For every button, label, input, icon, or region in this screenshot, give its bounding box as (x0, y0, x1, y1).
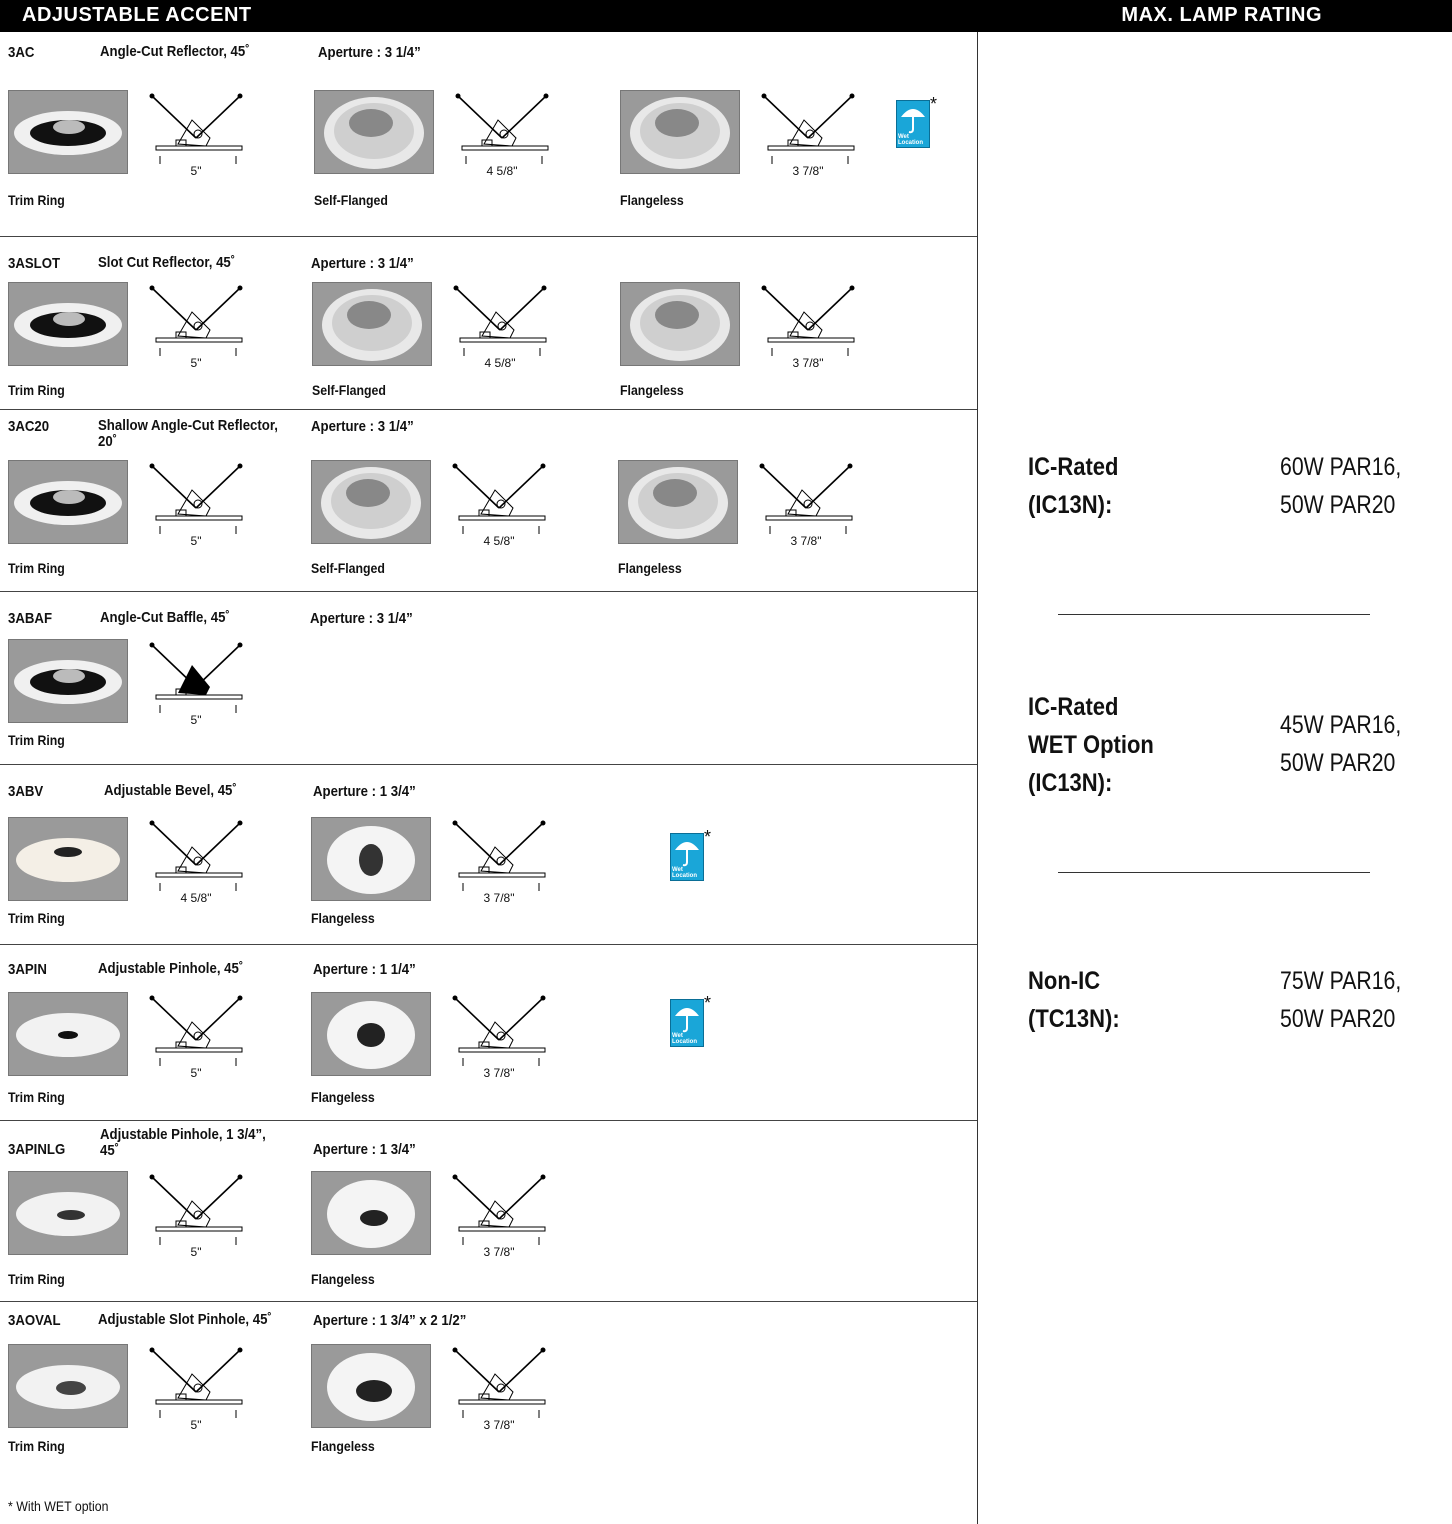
fixture-photo (311, 460, 431, 544)
trim-type-label: Flangeless (620, 192, 684, 208)
trim-type-label: Self-Flanged (312, 382, 386, 398)
fixture-photo (311, 1344, 431, 1428)
fixture-diagram (136, 639, 256, 729)
aperture-size: Aperture : 3 1/4” (318, 44, 421, 61)
product-description: Angle-Cut Reflector, 45˚ (100, 43, 250, 60)
footnote: * With WET option (8, 1498, 109, 1514)
column-divider (977, 32, 978, 1524)
dimension-label: 3 7/8" (792, 356, 824, 370)
product-section (0, 409, 977, 592)
rating-label-non-ic: Non-IC (TC13N): (1028, 967, 1120, 1033)
product-code: 3APIN (8, 961, 47, 978)
fixture-photo (8, 90, 128, 174)
product-code: 3ABAF (8, 610, 53, 627)
product-section (0, 236, 977, 410)
trim-type-label: Trim Ring (8, 1438, 65, 1454)
product-code: 3AC20 (8, 418, 50, 435)
trim-type-label: Trim Ring (8, 1271, 65, 1287)
dimension-label: 5" (190, 1418, 202, 1432)
trim-type-label: Flangeless (311, 1438, 375, 1454)
rating-value-non-ic: 75W PAR16, 50W PAR20 (1280, 967, 1402, 1033)
product-code: 3APINLG (8, 1141, 66, 1158)
aperture-size: Aperture : 1 1/4” (313, 961, 416, 978)
fixture-photo (8, 460, 128, 544)
dimension-label: 4 5/8" (483, 534, 515, 548)
fixture-photo (618, 460, 738, 544)
fixture-photo (314, 90, 434, 174)
fixture-diagram (439, 1171, 559, 1261)
fixture-diagram (136, 817, 256, 907)
dimension-label: 5" (190, 713, 202, 727)
product-section (0, 1301, 977, 1472)
product-description: Adjustable Pinhole, 1 3/4”, 45˚ (100, 1126, 266, 1159)
dimension-label: 3 7/8" (483, 1066, 515, 1080)
fixture-diagram (136, 1171, 256, 1261)
dimension-label: 5" (190, 1066, 202, 1080)
fixture-photo (8, 282, 128, 366)
product-description: Adjustable Bevel, 45˚ (104, 782, 237, 799)
product-section (0, 32, 977, 236)
fixture-photo (311, 1171, 431, 1255)
product-code: 3AOVAL (8, 1312, 61, 1329)
fixture-diagram (439, 1344, 559, 1434)
fixture-diagram (136, 90, 256, 180)
wet-location-icon: Wet Location * (672, 993, 712, 1045)
section-title: ADJUSTABLE ACCENT (22, 4, 252, 26)
fixture-diagram (748, 282, 868, 372)
fixture-photo (8, 1344, 128, 1428)
rating-divider (1058, 614, 1370, 615)
fixture-photo (8, 639, 128, 723)
trim-type-label: Trim Ring (8, 732, 65, 748)
rating-column-title: MAX. LAMP RATING (1121, 4, 1322, 26)
product-code: 3ABV (8, 783, 44, 800)
trim-type-label: Self-Flanged (311, 560, 385, 576)
fixture-diagram (136, 460, 256, 550)
trim-type-label: Trim Ring (8, 192, 65, 208)
product-description: Adjustable Slot Pinhole, 45˚ (98, 1311, 272, 1328)
fixture-photo (620, 90, 740, 174)
product-description: Angle-Cut Baffle, 45˚ (100, 609, 230, 626)
product-section (0, 591, 977, 765)
fixture-diagram (439, 460, 559, 550)
rating-divider (1058, 872, 1370, 873)
fixture-photo (312, 282, 432, 366)
dimension-label: 3 7/8" (790, 534, 822, 548)
fixture-diagram (136, 282, 256, 372)
dimension-label: 5" (190, 1245, 202, 1259)
fixture-photo (311, 992, 431, 1076)
fixture-diagram (136, 992, 256, 1082)
product-description: Adjustable Pinhole, 45˚ (98, 960, 244, 977)
dimension-label: 4 5/8" (180, 891, 212, 905)
wet-location-icon: Wet Location * (898, 94, 938, 146)
fixture-diagram (442, 90, 562, 180)
fixture-diagram (136, 1344, 256, 1434)
trim-type-label: Trim Ring (8, 560, 65, 576)
fixture-diagram (439, 817, 559, 907)
trim-type-label: Flangeless (620, 382, 684, 398)
fixture-photo (8, 1171, 128, 1255)
trim-type-label: Flangeless (311, 1089, 375, 1105)
product-section (0, 1120, 977, 1302)
fixture-photo (8, 817, 128, 901)
product-code: 3AC (8, 44, 35, 61)
dimension-label: 5" (190, 356, 202, 370)
fixture-diagram (440, 282, 560, 372)
product-description: Shallow Angle-Cut Reflector, 20˚ (98, 417, 278, 450)
fixture-diagram (748, 90, 868, 180)
dimension-label: 3 7/8" (483, 1418, 515, 1432)
fixture-photo (8, 992, 128, 1076)
rating-value-ic-wet: 45W PAR16, 50W PAR20 (1280, 711, 1402, 777)
dimension-label: 5" (190, 534, 202, 548)
dimension-label: 3 7/8" (483, 891, 515, 905)
fixture-photo (620, 282, 740, 366)
dimension-label: 4 5/8" (484, 356, 516, 370)
dimension-label: 4 5/8" (486, 164, 518, 178)
trim-type-label: Self-Flanged (314, 192, 388, 208)
aperture-size: Aperture : 1 3/4” (313, 1141, 416, 1158)
fixture-diagram (439, 992, 559, 1082)
aperture-size: Aperture : 1 3/4” (313, 783, 416, 800)
aperture-size: Aperture : 3 1/4” (311, 418, 414, 435)
aperture-size: Aperture : 3 1/4” (310, 610, 413, 627)
fixture-photo (311, 817, 431, 901)
wet-location-icon: Wet Location * (672, 827, 712, 879)
dimension-label: 5" (190, 164, 202, 178)
trim-type-label: Flangeless (311, 1271, 375, 1287)
product-description: Slot Cut Reflector, 45˚ (98, 254, 236, 271)
product-section (0, 764, 977, 945)
trim-type-label: Flangeless (311, 910, 375, 926)
aperture-size: Aperture : 1 3/4” x 2 1/2” (313, 1312, 467, 1329)
product-section (0, 944, 977, 1121)
header-bar (0, 0, 1452, 32)
dimension-label: 3 7/8" (792, 164, 824, 178)
rating-label-ic-wet: IC-Rated WET Option (IC13N): (1028, 693, 1154, 797)
dimension-label: 3 7/8" (483, 1245, 515, 1259)
aperture-size: Aperture : 3 1/4” (311, 255, 414, 272)
trim-type-label: Trim Ring (8, 1089, 65, 1105)
rating-label-ic: IC-Rated (IC13N): (1028, 453, 1119, 519)
trim-type-label: Trim Ring (8, 382, 65, 398)
trim-type-label: Flangeless (618, 560, 682, 576)
trim-type-label: Trim Ring (8, 910, 65, 926)
product-code: 3ASLOT (8, 255, 61, 272)
rating-value-ic: 60W PAR16, 50W PAR20 (1280, 453, 1402, 519)
fixture-diagram (746, 460, 866, 550)
